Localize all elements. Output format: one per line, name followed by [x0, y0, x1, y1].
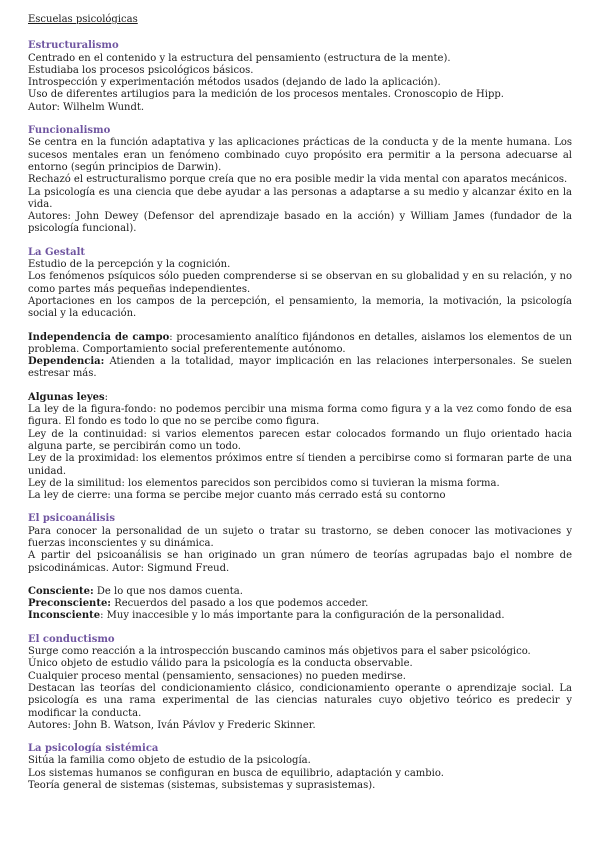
- section-title: El psicoanálisis: [28, 513, 115, 525]
- term-label: Preconsciente:: [28, 598, 112, 610]
- ley-item: Ley de la proximidad: los elementos próximos entre sí tienden a percibirse como si formaran parte de una unidad.: [28, 453, 572, 477]
- term-label: Inconsciente: [28, 610, 101, 622]
- paragraph: Sitúa la familia como objeto de estudio de la psicología.: [28, 755, 311, 767]
- paragraph: A partir del psicoanálisis se han originado un gran número de teorías agrupadas bajo el nombre de psicodinámicas. Autor: Sigmund Freud.: [28, 550, 572, 574]
- section-conductismo: [28, 634, 572, 732]
- paragraph: Los fenómenos psíquicos sólo pueden comprenderse si se observan en su globalidad y en su relación, y no como partes más pequeñas independientes.: [28, 271, 572, 295]
- paragraph: Centrado en el contenido y la estructura del pensamiento (estructura de la mente).: [28, 52, 451, 64]
- paragraph: La psicología es una ciencia que debe ayudar a las personas a adaptarse a su medio y alcanzar éxito en la vida.: [28, 186, 572, 210]
- term-text: : procesamiento analítico fijándonos en detalles, aislamos los elementos de un problema. Comportamiento social preferentemente autónomo.: [28, 331, 572, 355]
- term-label: Independencia de campo: [28, 331, 170, 343]
- paragraph: Introspección y experimentación métodos usados (dejando de lado la aplicación).: [28, 77, 441, 89]
- independencia-paragraph: [28, 332, 572, 357]
- paragraph: Aportaciones en los campos de la percepción, el pensamiento, la memoria, la motivación, la psicología social y la educación.: [28, 295, 572, 320]
- paragraph: Estudiaba los procesos psicológicos básicos.: [28, 64, 254, 76]
- paragraph: Rechazó el estructuralismo porque creía que no era posible medir la vida mental con aparatos mecánicos.: [28, 174, 568, 186]
- paragraph: Único objeto de estudio válido para la psicología es la conducta observable.: [28, 658, 413, 670]
- ley-item: La ley de cierre: una forma se percibe mejor cuanto más cerrado está su contorno: [28, 490, 446, 502]
- paragraph: Autores: John B. Watson, Iván Pávlov y Frederic Skinner.: [28, 719, 316, 731]
- paragraph: Autor: Wilhelm Wundt.: [28, 101, 145, 113]
- leyes-label: Algunas leyes: [28, 391, 105, 403]
- paragraph: Se centra en la función adaptativa y las aplicaciones prácticas de la conducta y de la mente humana. Los sucesos mentales eran un fenómeno combinado cuyo propósito era permitir a la persona adecuarse al entorno (según principios de Darwin).: [28, 137, 572, 173]
- dependencia-paragraph: [28, 356, 572, 381]
- section-title: La psicología sistémica: [28, 743, 159, 755]
- paragraph: Teoría general de sistemas (sistemas, subsistemas y suprasistemas).: [28, 780, 376, 792]
- leyes-colon: :: [104, 391, 109, 403]
- ley-item: Ley de la continuidad: si varios elementos parecen estar colocados formando un flujo orientado hacia alguna parte, se percibirán como un todo.: [28, 428, 572, 452]
- paragraph: Estudio de la percepción y la cognición.: [28, 259, 231, 271]
- preconsciente-line: [28, 598, 572, 610]
- section-funcionalismo: [28, 125, 572, 236]
- term-text: De lo que nos damos cuenta.: [93, 585, 243, 597]
- section-title: Funcionalismo: [28, 125, 111, 137]
- section-sistemica: [28, 743, 572, 792]
- term-text: Recuerdos del pasado a los que podemos acceder.: [111, 598, 369, 610]
- term-label: Dependencia:: [28, 356, 105, 368]
- inconsciente-line: [28, 610, 572, 622]
- document-title: Escuelas psicológicas: [28, 14, 138, 25]
- paragraph: Los sistemas humanos se configuran en busca de equilibrio, adaptación y cambio.: [28, 767, 444, 779]
- paragraph: Cualquier proceso mental (pensamiento, sensaciones) no pueden medirse.: [28, 670, 406, 682]
- paragraph: Surge como reacción a la introspección buscando caminos más objetivos para el saber psicológico.: [28, 646, 531, 658]
- section-psicoanalisis: [28, 513, 572, 622]
- term-text: : Muy inaccesible y lo más importante para la configuración de la personalidad.: [100, 610, 505, 622]
- paragraph: Autores: John Dewey (Defensor del aprendizaje basado en la acción) y William James (fundador de la psicología funcional).: [28, 211, 572, 235]
- section-title: Estructuralismo: [28, 40, 119, 52]
- section-title: La Gestalt: [28, 246, 86, 258]
- term-text: Atienden a la totalidad, mayor implicación en las relaciones interpersonales. Se suelen estresar más.: [28, 356, 572, 380]
- consciente-line: [28, 586, 572, 598]
- ley-item: La ley de la figura-fondo: no podemos percibir una misma forma como figura y a la vez como fondo de esa figura. El fondo es todo lo que no se percibe como figura.: [28, 404, 572, 428]
- term-label: Consciente:: [28, 585, 94, 597]
- section-title: El conductismo: [28, 633, 115, 645]
- paragraph: Destacan las teorías del condicionamiento clásico, condicionamiento operante o aprendizaje social. La psicología es una rama experimental de las ciencias naturales cuyo objetivo teórico es predecir y modificar la conducta.: [28, 682, 572, 719]
- section-gestalt: [28, 247, 572, 503]
- paragraph: Uso de diferentes artilugios para la medición de los procesos mentales. Cronoscopio de Hipp.: [28, 89, 504, 101]
- paragraph: Para conocer la personalidad de un sujeto o tratar su trastorno, se deben conocer las motivaciones y fuerzas inconscientes y su dinámica.: [28, 525, 572, 549]
- section-estructuralismo: [28, 40, 572, 114]
- leyes-heading: [28, 392, 572, 404]
- ley-item: Ley de la similitud: los elementos parecidos son percibidos como si tuvieran la misma forma.: [28, 477, 500, 489]
